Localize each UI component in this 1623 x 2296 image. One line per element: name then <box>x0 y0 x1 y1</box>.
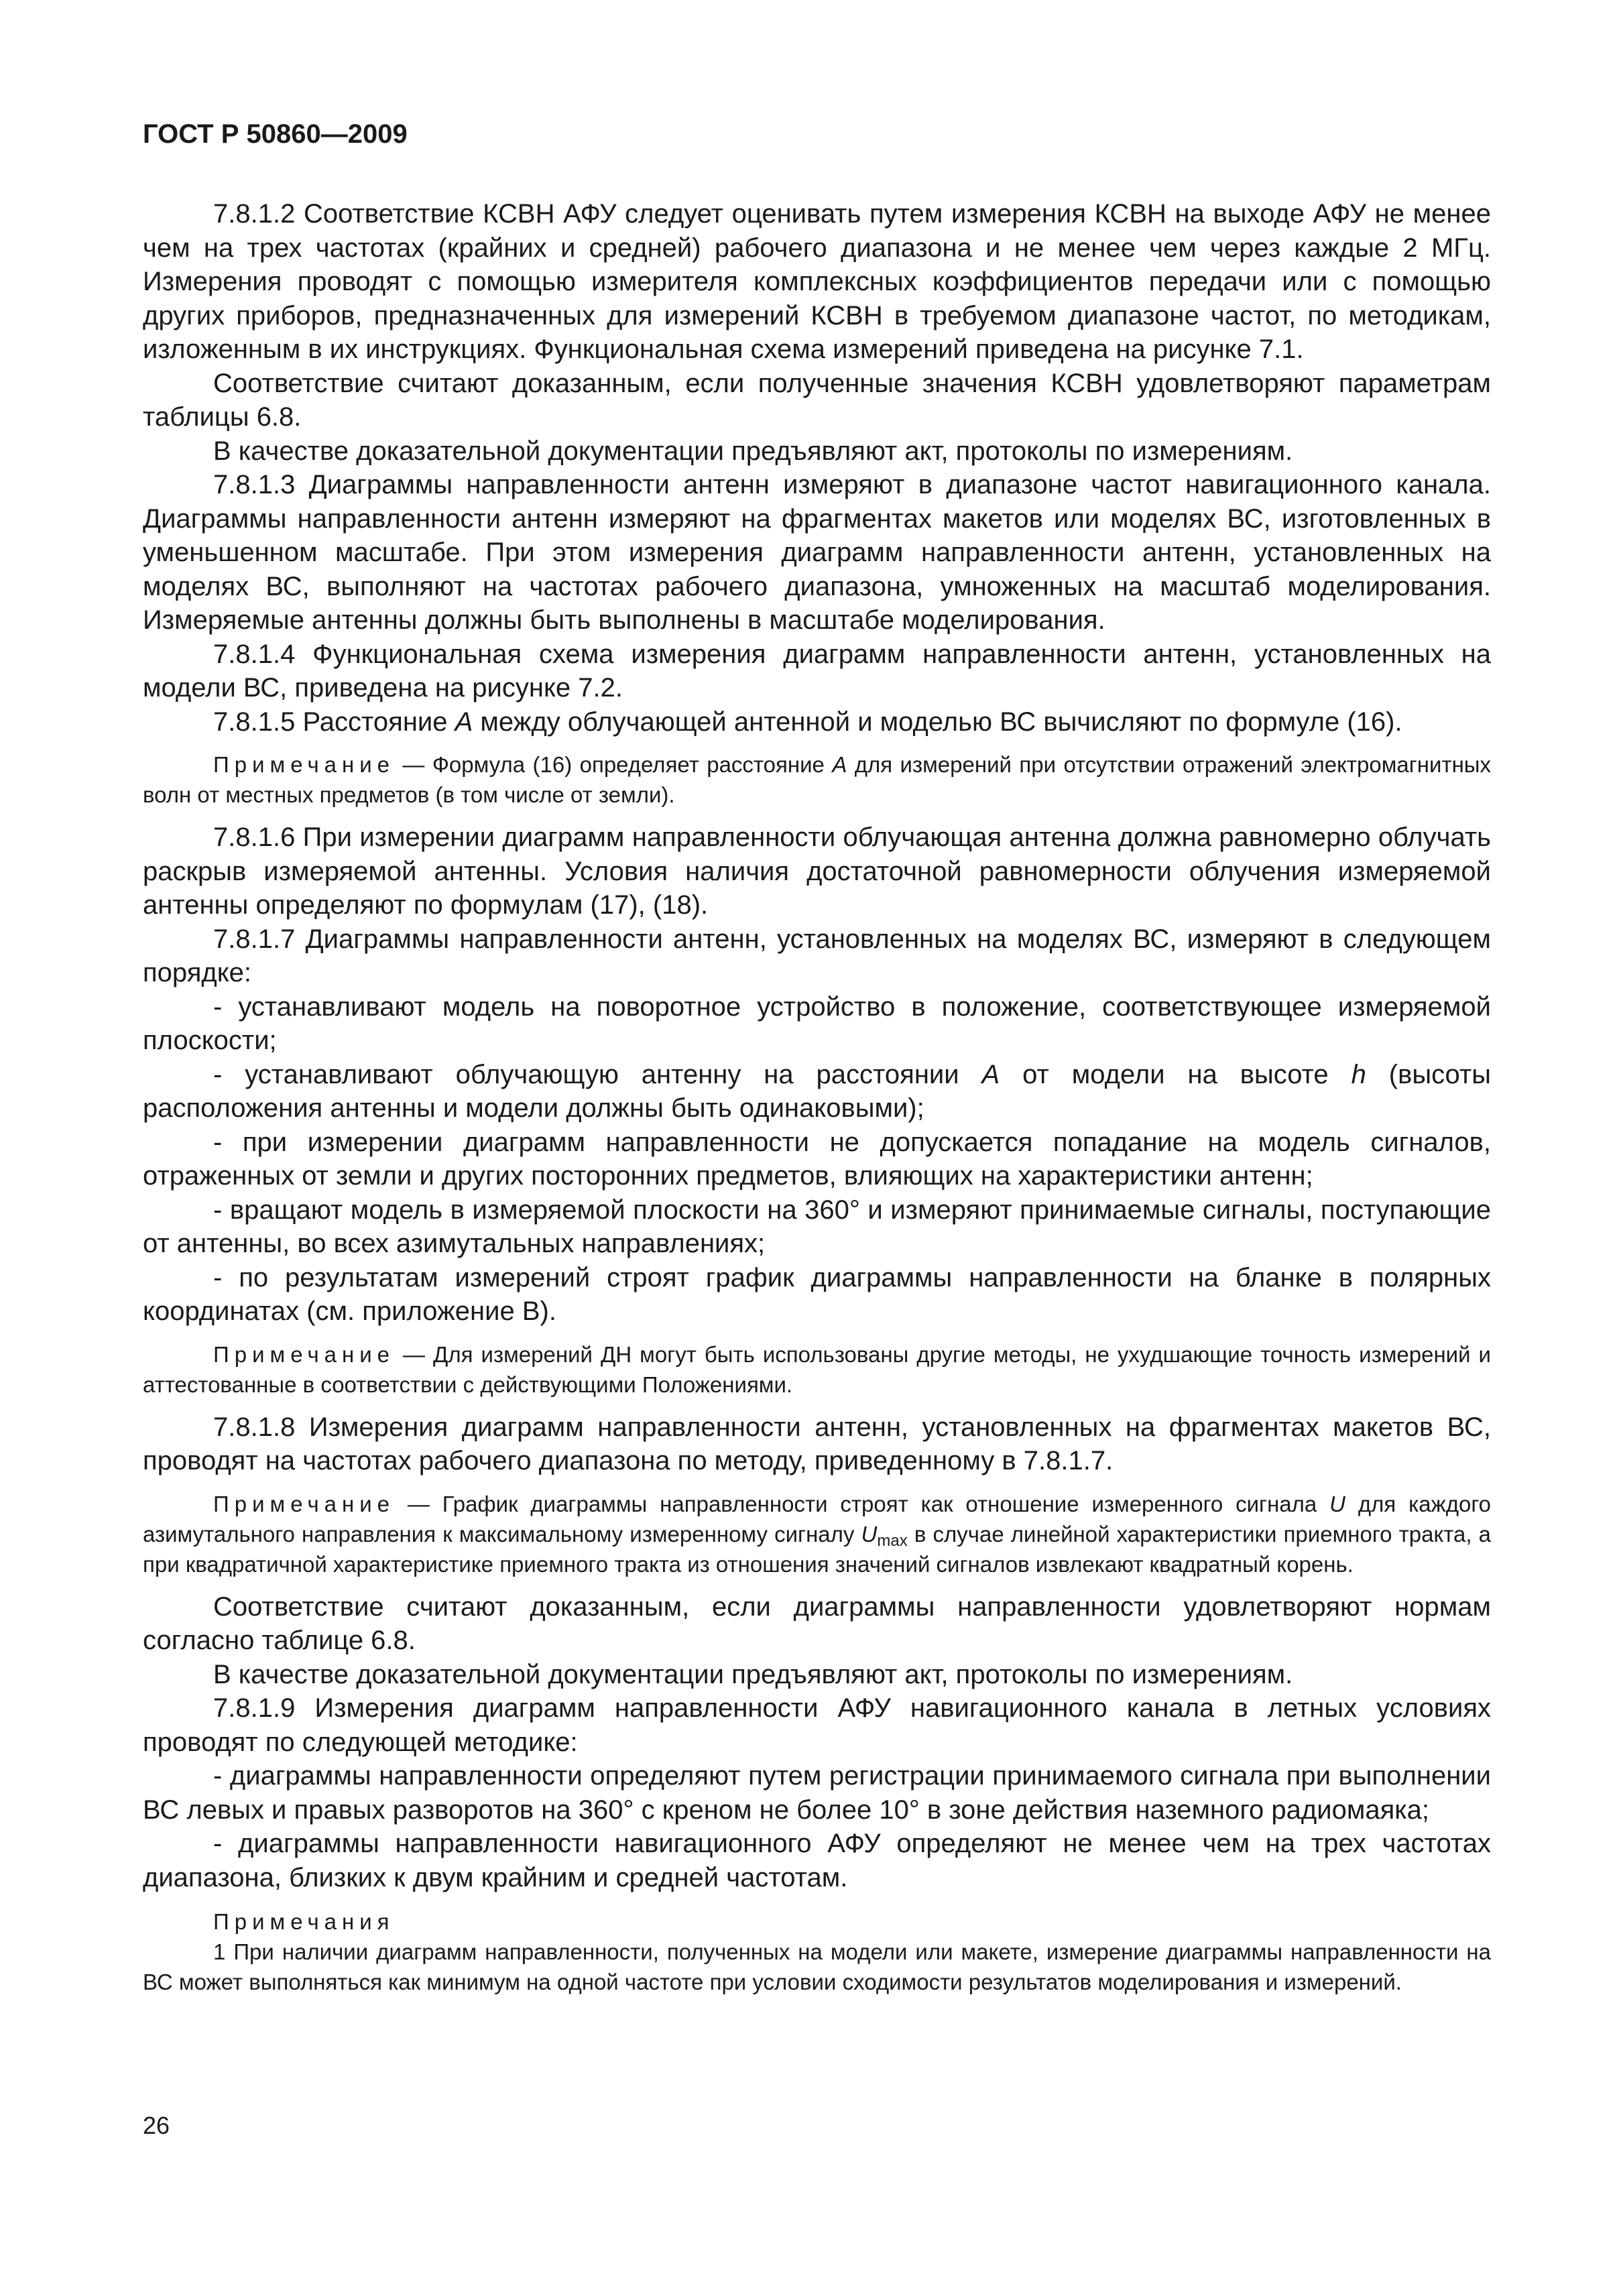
text-run: от модели на высоте <box>1000 1059 1351 1089</box>
paragraph-7-8-1-8: 7.8.1.8 Измерения диаграмм направленности антенн, установленных на фрагментах макетов ВС, проводят на частотах рабочего диапазона по методу, приведенному в 7.8.1.7. <box>143 1412 1491 1475</box>
list-item <box>143 1058 1491 1126</box>
paragraph-compliance-ksvn: Соответствие считают доказанным, если полученные значения КСВН удовлетворяют параметрам таблицы 6.8. <box>143 368 1491 432</box>
text-run: в случае линейной характеристики приемного тракта, а при квадратичной характеристике приемного тракта из отношения значений сигналов извлекают квадратный корень. <box>143 1521 1492 1577</box>
paragraph-7-8-1-9: 7.8.1.9 Измерения диаграмм направленности АФУ навигационного канала в летных условиях проводят по следующей методике: <box>143 1693 1491 1757</box>
list-item: - устанавливают модель на поворотное устройство в положение, соответствующее измеряемой плоскости; <box>143 991 1491 1055</box>
text-run: между облучающей антенной и моделью ВС вычисляют по формуле (16). <box>473 707 1402 737</box>
variable-a: А <box>981 1059 1000 1089</box>
paragraph-7-8-1-7: 7.8.1.7 Диаграммы направленности антенн, установленных на моделях ВС, измеряют в следующем порядке: <box>143 924 1491 987</box>
paragraph-compliance-patterns: Соответствие считают доказанным, если диаграммы направленности удовлетворяют нормам согласно таблице 6.8. <box>143 1591 1491 1655</box>
variable-h: h <box>1351 1059 1366 1089</box>
paragraph-evidence-docs: В качестве доказательной документации предъявляют акт, протоколы по измерениям. <box>213 436 1293 466</box>
text-run: — График диаграммы направленности строят как отношение измеренного сигнала <box>395 1491 1330 1516</box>
list-item: - диаграммы направленности навигационного АФУ определяют не менее чем на трех частотах диапазона, близких к двум крайним и средней частотам. <box>143 1829 1491 1892</box>
paragraph-7-8-1-6: 7.8.1.6 При измерении диаграмм направленности облучающая антенна должна равномерно облучать раскрыв измеряемой антенны. Условия наличия достаточной равномерности облучения измеряемой антенны определяют по формулам (17), (18). <box>143 823 1491 920</box>
list-item: - при измерении диаграмм направленности не допускается попадание на модель сигналов, отраженных от земли и других посторонних предметов, влияющих на характеристики антенн; <box>143 1127 1491 1191</box>
subscript-max: max <box>877 1531 908 1550</box>
note-label: Примечание <box>213 1491 396 1516</box>
paragraph-7-8-1-2: 7.8.1.2 Соответствие КСВН АФУ следует оценивать путем измерения КСВН на выходе АФУ не менее чем на трех частотах (крайних и средней) рабочего диапазона и не менее чем через каждые 2 МГц. Измерения проводят с помощью измерителя комплексных коэффициентов передачи или с помощью других приборов, предназначенных для измерений КСВН в требуемом диапазоне частот, по методикам, изложенным в их инструкциях. Функциональная схема измерений приведена на рисунке 7.1. <box>143 199 1491 364</box>
variable-u-max: U <box>861 1521 878 1547</box>
paragraph-evidence-docs-2: В качестве доказательной документации предъявляют акт, протоколы по измерениям. <box>213 1659 1293 1689</box>
list-item: - диаграммы направленности определяют путем регистрации принимаемого сигнала при выполнении ВС левых и правых разворотов на 360° с креном не более 10° в зоне действия наземного радиомаяка; <box>143 1761 1491 1825</box>
note-label: Примечание <box>213 752 396 777</box>
text-run: — Для измерений ДН могут быть использованы другие методы, не ухудшающие точность измерений и аттестованные в соответствии с действующими Положениями. <box>143 1341 1491 1397</box>
text-run: для каждого азимутального направления к максимальному измеренному сигналу <box>143 1491 1491 1547</box>
note-formula-16 <box>143 749 1491 810</box>
text-run: для измерений при отсутствии отражений электромагнитных волн от местных предметов (в том числе от земли). <box>143 752 1492 807</box>
notes-item-1: 1 При наличии диаграмм направленности, полученных на модели или макете, измерение диаграммы направленности на ВС может выполняться как минимум на одной частоте при условии сходимости результатов моделирования и измерений. <box>143 1939 1491 1994</box>
text-run: - устанавливают облучающую антенну на расстоянии <box>213 1059 982 1089</box>
text-run: 7.8.1.5 Расстояние <box>213 707 455 737</box>
notes-heading: Примечания <box>213 1909 395 1934</box>
variable-a: А <box>832 752 847 777</box>
variable-u: U <box>1329 1491 1345 1516</box>
text-run: (высоты расположения антенны и модели должны быть одинаковыми); <box>143 1059 1491 1123</box>
document-header: ГОСТ Р 50860—2009 <box>143 119 408 149</box>
list-item: - по результатам измерений строят график диаграммы направленности на бланке в полярных координатах (см. приложение В). <box>143 1262 1491 1326</box>
list-item: - вращают модель в измеряемой плоскости на 360° и измеряют принимаемые сигналы, поступающие от антенны, во всех азимутальных направлениях; <box>143 1195 1491 1258</box>
variable-a: А <box>455 707 473 737</box>
note-label: Примечание <box>213 1341 396 1367</box>
note-other-methods <box>143 1339 1491 1400</box>
paragraph-7-8-1-3: 7.8.1.3 Диаграммы направленности антенн измеряют в диапазоне частот навигационного канала. Диаграммы направленности антенн измеряют на фрагментах макетов или моделях ВС, изготовленных в уменьшенном масштабе. При этом измерения диаграмм направленности антенн, установленных на моделях ВС, выполняют на частотах рабочего диапазона, умноженных на масштаб моделирования. Измеряемые антенны должны быть выполнены в масштабе моделирования. <box>143 470 1491 635</box>
page-number: 26 <box>143 2112 170 2139</box>
paragraph-7-8-1-5 <box>143 705 1491 739</box>
text-run: — Формула (16) определяет расстояние <box>395 752 833 777</box>
document-body <box>143 197 1491 1997</box>
note-pattern-graph <box>143 1489 1491 1579</box>
paragraph-7-8-1-4: 7.8.1.4 Функциональная схема измерения диаграмм направленности антенн, установленных на модели ВС, приведена на рисунке 7.2. <box>143 639 1491 703</box>
